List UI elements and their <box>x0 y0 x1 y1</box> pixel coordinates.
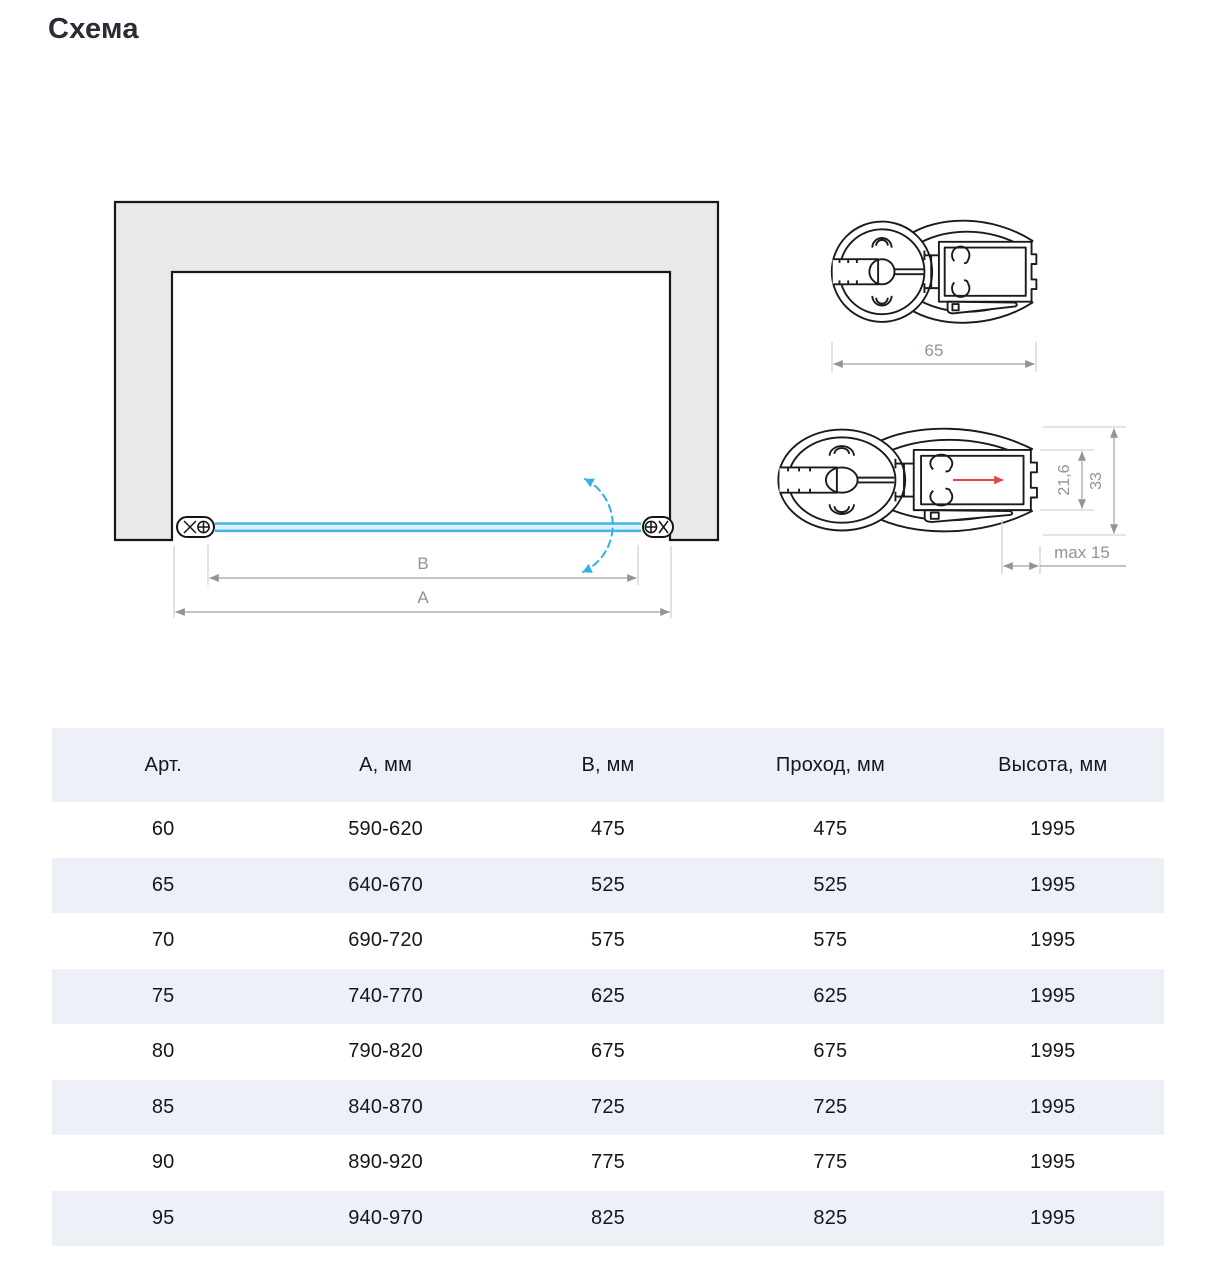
table-cell: 475 <box>813 818 848 841</box>
column-header-b: В, мм <box>581 753 635 776</box>
glass-door-panel <box>215 524 641 531</box>
table-row <box>52 1080 1164 1136</box>
table-cell: 725 <box>591 1095 625 1118</box>
adjustment-label: max 15 <box>1054 543 1110 562</box>
column-header-passage: Проход, мм <box>775 753 885 776</box>
table-cell: 740-770 <box>348 984 423 1007</box>
table-cell: 890-920 <box>348 1151 423 1174</box>
table-row <box>52 969 1164 1025</box>
table-cell: 675 <box>591 1040 625 1063</box>
dimension-a-label: A <box>417 588 429 607</box>
table-cell: 690-720 <box>348 929 423 952</box>
dimension-b-label: B <box>417 554 429 573</box>
table-cell: 60 <box>151 818 175 841</box>
glass-pocket-label: 21,6 <box>1056 464 1073 496</box>
table-cell: 840-870 <box>348 1095 423 1118</box>
table-cell: 65 <box>151 873 175 896</box>
table-cell: 1995 <box>1030 929 1076 952</box>
table-row <box>52 1024 1164 1080</box>
table-cell: 625 <box>591 984 625 1007</box>
column-header-a: А, мм <box>359 753 413 776</box>
table-cell: 75 <box>151 984 175 1007</box>
hinge-profile-left <box>177 517 214 537</box>
table-cell: 1995 <box>1030 1095 1076 1118</box>
profile-width-label: 65 <box>924 341 944 360</box>
column-header-height: Высота, мм <box>998 753 1108 776</box>
table-cell: 775 <box>591 1151 625 1174</box>
table-cell: 1995 <box>1030 873 1076 896</box>
profile-width-dimension <box>832 341 1036 372</box>
table-cell: 590-620 <box>348 818 423 841</box>
table-body <box>52 802 1164 1246</box>
size-table <box>52 728 1164 1246</box>
table-cell: 725 <box>813 1095 848 1118</box>
adjustment-dimension <box>1002 520 1126 574</box>
table-cell: 640-670 <box>348 873 423 896</box>
table-cell: 95 <box>151 1206 175 1229</box>
table-row <box>52 913 1164 969</box>
wall-plan <box>115 202 718 540</box>
table-cell: 575 <box>591 929 625 952</box>
table-cell: 85 <box>151 1095 175 1118</box>
column-header-art: Арт. <box>144 753 182 776</box>
dimension-a <box>176 588 670 612</box>
table-cell: 825 <box>591 1206 625 1229</box>
glass-pocket-dimension <box>1040 450 1094 510</box>
table-cell: 525 <box>591 873 625 896</box>
table-cell: 790-820 <box>348 1040 423 1063</box>
table-cell: 70 <box>151 929 175 952</box>
table-cell: 90 <box>151 1151 175 1174</box>
table-cell: 475 <box>591 818 625 841</box>
table-row <box>52 1191 1164 1247</box>
table-header <box>52 728 1164 802</box>
table-cell: 825 <box>813 1206 848 1229</box>
dimension-b <box>210 554 637 578</box>
table-cell: 775 <box>813 1151 848 1174</box>
profile-height-label: 33 <box>1088 472 1105 490</box>
profile-cross-section-top <box>832 221 1037 323</box>
table-cell: 1995 <box>1030 818 1076 841</box>
table-row <box>52 1135 1164 1191</box>
page-title: Схема <box>48 13 139 45</box>
table-cell: 1995 <box>1030 1040 1076 1063</box>
table-row <box>52 858 1164 914</box>
table-cell: 80 <box>151 1040 175 1063</box>
hinge-profile-right <box>643 517 673 537</box>
table-row <box>52 802 1164 858</box>
table-cell: 940-970 <box>348 1206 423 1229</box>
table-cell: 525 <box>813 873 848 896</box>
table-cell: 575 <box>813 929 848 952</box>
table-cell: 1995 <box>1030 984 1076 1007</box>
table-cell: 675 <box>813 1040 848 1063</box>
table-cell: 1995 <box>1030 1206 1076 1229</box>
table-cell: 625 <box>813 984 848 1007</box>
table-cell: 1995 <box>1030 1151 1076 1174</box>
